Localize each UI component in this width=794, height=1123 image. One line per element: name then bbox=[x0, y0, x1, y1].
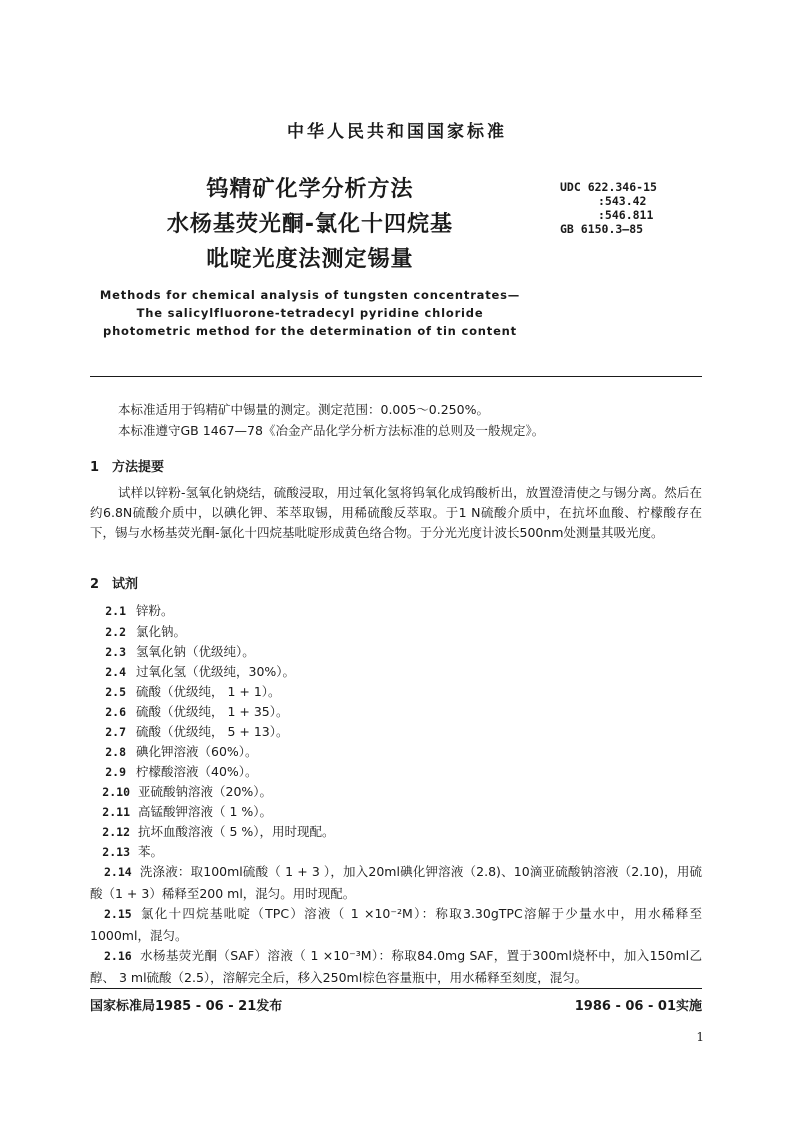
reagent-number: 2.8 bbox=[105, 745, 126, 759]
english-title-line-1: Methods for chemical analysis of tungsten concentrates— bbox=[99, 288, 521, 302]
reagent-item bbox=[90, 801, 702, 823]
udc-line-1: UDC 622.346-15 bbox=[560, 180, 657, 194]
page-number: 1 bbox=[696, 1030, 704, 1044]
section-1-number: 1 bbox=[90, 460, 100, 475]
reagent-number: 2.3 bbox=[105, 645, 126, 659]
reagent-text: 硫酸（优级纯， 5 + 13）。 bbox=[136, 724, 289, 739]
reagent-text: 硫酸（优级纯， 1 + 1）。 bbox=[136, 684, 281, 699]
english-title-line-3: photometric method for the determination of tin content bbox=[103, 324, 517, 338]
reagent-item bbox=[90, 761, 702, 783]
reagent-item bbox=[90, 721, 702, 743]
footer-divider bbox=[90, 988, 702, 989]
reagent-item bbox=[90, 681, 702, 703]
reagent-number: 2.14 bbox=[104, 865, 132, 879]
reagent-text: 氢氧化钠（优级纯）。 bbox=[136, 644, 255, 659]
reagent-item bbox=[90, 661, 702, 683]
reagent-number: 2.12 bbox=[102, 825, 130, 839]
agency-title: 中华人民共和国国家标准 bbox=[287, 122, 507, 142]
gb-number: GB 6150.3—85 bbox=[560, 222, 644, 236]
reagent-number: 2.13 bbox=[102, 845, 130, 859]
reagent-item bbox=[90, 621, 702, 643]
reagent-number: 2.15 bbox=[104, 907, 132, 921]
title-line-2: 水杨基荧光酮-氯化十四烷基 bbox=[166, 212, 454, 237]
intro-scope: 本标准适用于钨精矿中锡量的测定。测定范围：0.005～0.250%。 bbox=[118, 402, 489, 417]
reagent-text: 亚硫酸钠溶液（20%）。 bbox=[138, 784, 273, 799]
reagent-number: 2.16 bbox=[104, 949, 132, 963]
reagent-text: 碘化钾溶液（60%）。 bbox=[136, 744, 258, 759]
udc-classification bbox=[560, 180, 657, 236]
udc-line-2: :543.42 bbox=[598, 194, 647, 208]
reagent-item-long bbox=[90, 903, 702, 946]
reagent-text: 氯化钠。 bbox=[136, 624, 187, 639]
reagent-item bbox=[90, 701, 702, 723]
effective-date: 1986 - 06 - 01实施 bbox=[574, 999, 702, 1014]
section-2-number: 2 bbox=[90, 577, 100, 592]
reagent-text: 高锰酸钾溶液（ 1 %）。 bbox=[138, 804, 273, 819]
reagent-text: 抗坏血酸溶液（ 5 %），用时现配。 bbox=[138, 824, 335, 839]
reagent-number: 2.10 bbox=[102, 785, 130, 799]
section-2-title: 试剂 bbox=[112, 577, 139, 592]
reagent-text: 苯。 bbox=[138, 844, 164, 859]
reagent-item bbox=[90, 781, 702, 803]
reagent-item-long bbox=[90, 945, 702, 988]
reagent-number: 2.6 bbox=[105, 705, 126, 719]
reagent-number: 2.1 bbox=[105, 604, 126, 618]
section-2-heading bbox=[90, 573, 138, 592]
title-line-1: 钨精矿化学分析方法 bbox=[206, 177, 414, 202]
reagent-item bbox=[90, 841, 702, 863]
reagent-text: 锌粉。 bbox=[136, 603, 174, 618]
reagent-number: 2.7 bbox=[105, 725, 126, 739]
header-divider bbox=[90, 376, 702, 377]
reagent-number: 2.11 bbox=[102, 805, 130, 819]
reagent-text: 水杨基荧光酮（SAF）溶液（ 1 ×10⁻³M）：称取84.0mg SAF，置于300ml烧杯中，加入150ml乙醇、 3 ml硫酸（2.5），溶解完全后，移入250ml棕色容量瓶中，用水稀释至刻度，混匀。 bbox=[90, 948, 702, 985]
title-line-3: 吡啶光度法测定锡量 bbox=[206, 247, 414, 272]
english-title-line-2: The salicylfluorone-tetradecyl pyridine chloride bbox=[136, 306, 484, 320]
udc-line-3: :546.811 bbox=[598, 208, 654, 222]
reagent-number: 2.5 bbox=[105, 685, 126, 699]
section-1-text: 试样以锌粉-氢氧化钠烧结，硫酸浸取，用过氧化氢将钨氧化成钨酸析出，放置澄清使之与锡分离。然后在约6.8N硫酸介质中，以碘化钾、苯萃取锡，用稀硫酸反萃取。于1 N硫酸介质中，在抗坏血酸、柠檬酸存在下，锡与水杨基荧光酮-氯化十四烷基吡啶形成黄色络合物。于分光光度计波长500nm处测量其吸光度。 bbox=[90, 485, 702, 540]
reagent-number: 2.4 bbox=[105, 665, 126, 679]
reagent-number: 2.2 bbox=[105, 625, 126, 639]
reagent-number: 2.9 bbox=[105, 765, 126, 779]
reagent-item bbox=[90, 600, 702, 622]
reagent-text: 硫酸（优级纯， 1 + 35）。 bbox=[136, 704, 289, 719]
section-1-title: 方法提要 bbox=[112, 460, 165, 475]
reagent-item bbox=[90, 641, 702, 663]
section-1-heading bbox=[90, 456, 164, 475]
reagent-item bbox=[90, 741, 702, 763]
reagent-item-long bbox=[90, 861, 702, 904]
reagent-text: 柠檬酸溶液（40%）。 bbox=[136, 764, 258, 779]
issue-date: 国家标准局1985 - 06 - 21发布 bbox=[90, 999, 283, 1014]
reagent-item bbox=[90, 821, 702, 843]
reagent-text: 过氧化氢（优级纯，30%）。 bbox=[136, 664, 296, 679]
intro-compliance: 本标准遵守GB 1467—78《冶金产品化学分析方法标准的总则及一般规定》。 bbox=[118, 423, 545, 438]
reagent-text: 洗涤液：取100ml硫酸（ 1 + 3 ），加入20ml碘化钾溶液（2.8)、10滴亚硫酸钠溶液（2.10)，用硫酸（1 + 3）稀释至200 ml，混匀。用时现配。 bbox=[90, 864, 702, 901]
reagent-text: 氯化十四烷基吡啶（TPC）溶液（ 1 ×10⁻²M）：称取3.30gTPC溶解于少量水中，用水稀释至1000ml，混匀。 bbox=[90, 906, 702, 943]
